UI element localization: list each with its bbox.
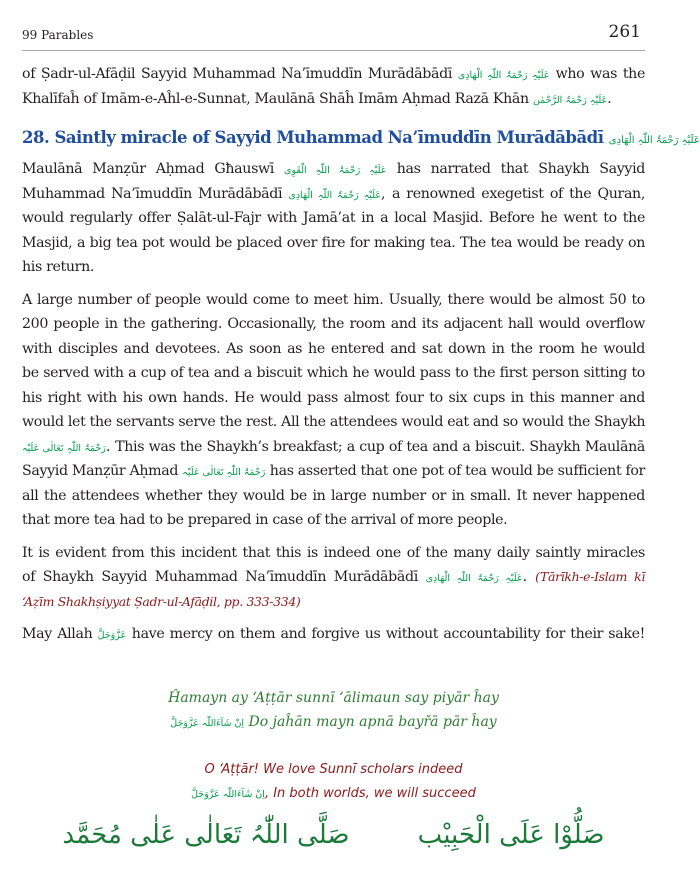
poetry-line: O ‘Aṭṭār! We love Sunnī scholars indeed: [204, 762, 463, 777]
header-divider: [22, 50, 645, 51]
paragraph-1: [22, 157, 645, 280]
page-header: [0, 0, 667, 55]
text-line: of Ṣadr-ul-Afāḍil Sayyid Muhammad Na’īmuddīn Murādābādī عَلَیْہِ رَحْمَۃُ اللّٰہِ الْھَادِی who was the: [22, 66, 646, 82]
text-line: Masjid, a big tea pot would be placed over fire for making tea. The tea would be ready on: [22, 234, 645, 251]
honorific: رَحْمَۃُ اللّٰہِ تَعَالٰی عَلَیْہ: [22, 442, 106, 454]
text-line: It is evident from this incident that this is indeed one of the many daily saintly miracles: [22, 544, 645, 561]
text-line: May Allah عَزَّوَجَلَّ have mercy on them and forgive us without accountability for their sake!: [22, 626, 645, 642]
paragraph-4: [22, 622, 645, 647]
text-line: A large number of people would come to meet him. Usually, there would be almost 50 to: [22, 291, 645, 308]
book-title: 99 Parables: [22, 28, 94, 42]
honorific: عَلَیْہِ رَحْمَۃُ اللّٰہِ الْھَادِی: [457, 70, 550, 81]
text-line: be served with a cup of tea and a biscuit which he would pass to the first person sitting to: [22, 365, 645, 381]
text-line: would regularly offer Ṣalāt-ul-Fajr with Jamā’at in a local Masjid. Before he went to the: [22, 210, 645, 226]
text-line: [22, 590, 645, 615]
citation: ‘Aẓīm Shakhṣiyyat Ṣadr-ul-Afāḍil, pp. 333-334): [22, 593, 301, 609]
honorific: اِنْ شَآءَاللّٰہ عَزَّوَجَلَّ: [191, 789, 265, 800]
text-line: Maulānā Manẓūr Aḥmad Għauswī عَلَیْہِ رَحْمَۃُ اللّٰہِ الْقَوِی has narrated that Shaykh Sayyid: [22, 161, 646, 177]
paragraph-3: [22, 541, 645, 615]
honorific: عَلَیْہِ رَحْمَۃُ اللّٰہِ الْھَادِی: [608, 135, 700, 146]
paragraph-2: [22, 288, 645, 533]
text-line: Sayyid Manẓūr Aḥmad رَحْمَۃُ اللّٰہِ تَعَالٰی عَلَیْہ has asserted that one pot of tea would be sufficient for: [22, 463, 645, 479]
intro-paragraph: [22, 62, 645, 111]
text-line: would let the servants serve the rest. All the attendees would eat and so would the Shaykh: [22, 414, 646, 430]
honorific: عَلَیْہِ رَحْمَۃُ اللّٰہِ الْقَوِی: [284, 165, 387, 176]
honorific: رَحْمَۃُ اللّٰہِ تَعَالٰی عَلَیْہ: [182, 467, 266, 478]
text-line: his right with his own hands. He would pass almost four to six cups in this manner and: [22, 389, 645, 406]
text-line: 200 people in the gathering. Occasionally, the room and its adjacent hall would overflow: [22, 316, 645, 332]
text-line: all the attendees whether they would be in large number or in small. It never happened: [22, 487, 645, 504]
poetry-transliteration: [0, 686, 667, 736]
text-line: of Shaykh Sayyid Muhammad Na’īmuddīn Murādābādī عَلَیْہِ رَحْمَۃُ اللّٰہِ الْھَادِی. (Tārīkh-e-Islam kī: [22, 569, 645, 585]
heading-title: 28. Saintly miracle of Sayyid Muhammad Na’īmuddīn Murādābādī: [22, 128, 604, 147]
honorific: اِنْ شَآءَاللّٰہ عَزَّوَجَلَّ: [170, 718, 245, 729]
page-body: [22, 62, 700, 655]
text-line: his return.: [22, 259, 95, 275]
text-line: رَحْمَۃُ اللّٰہِ تَعَالٰی عَلَیْہ. This was the Shaykh’s breakfast; a cup of tea and a biscuit. Shaykh Maulānā: [22, 438, 645, 455]
text-line: with disciples and devotees. As soon as he entered and sat down in the room he would: [22, 340, 645, 357]
honorific: عَلَیْہِ رَحْمَۃُ اللّٰہِ الْھَادِی: [425, 573, 523, 584]
section-heading: [22, 125, 700, 151]
salat-right: صَلَّی اللّٰہُ تَعَالٰی عَلٰی مُحَمَّد: [62, 820, 350, 850]
salat-left: صَلُّوْا عَلَی الْحَبِیْب: [417, 820, 605, 850]
honorific: عَزَّوَجَلَّ: [97, 630, 127, 641]
page-number: 261: [608, 22, 641, 42]
poetry-line: Ĥamayn ay ‘Aṭṭār sunnī ‘ālimaun say piyār ĥay: [168, 690, 499, 706]
honorific: عَلَیْہِ رَحْمَۃُ اللّٰہِ الْھَادِی: [288, 189, 381, 201]
text-line: that more tea had to be prepared in case of the arrival of more people.: [22, 512, 508, 528]
poetry-line: اِنْ شَآءَاللّٰہ عَزَّوَجَلَّ, In both worlds, we will succeed: [191, 786, 476, 801]
poetry-line: اِنْ شَآءَاللّٰہ عَزَّوَجَلَّ Do jaĥān mayn apnā bayřā pār ĥay: [170, 714, 497, 730]
salat-calligraphy: [0, 810, 667, 860]
text-line: Muhammad Na’īmuddīn Murādābādī عَلَیْہِ رَحْمَۃُ اللّٰہِ الْھَادِی, a renowned exegetist of the Quran,: [22, 185, 645, 202]
text-line: Khalīfaĥ of Imām-e-Aĥl-e-Sunnat, Maulānā Shāĥ Imām Aḥmad Razā Khān عَلَیْہِ رَحْمَۃُ الرَّحْمٰن.: [22, 90, 612, 107]
poetry-translation: [0, 758, 667, 807]
honorific: عَلَیْہِ رَحْمَۃُ الرَّحْمٰن: [532, 94, 608, 106]
citation: (Tārīkh-e-Islam kī: [535, 569, 645, 584]
